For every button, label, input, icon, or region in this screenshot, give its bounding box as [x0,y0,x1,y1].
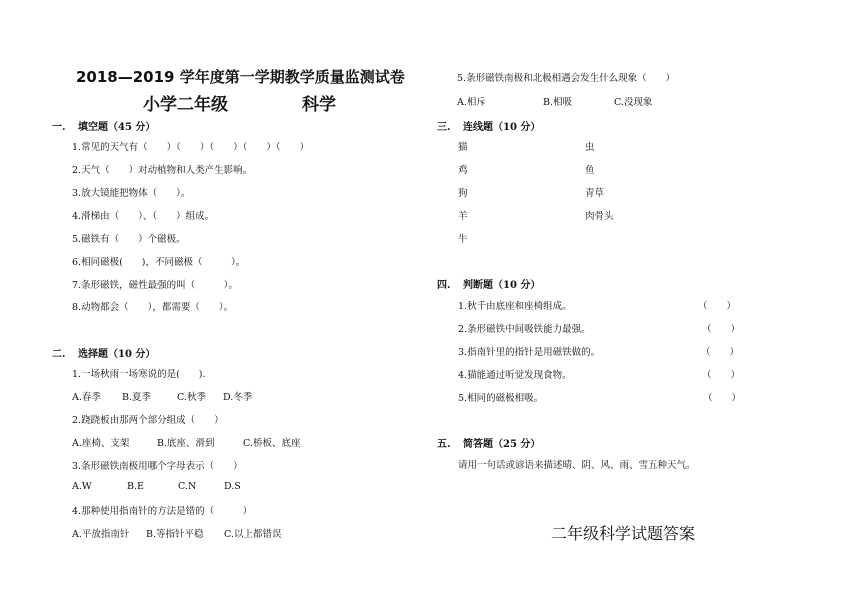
choice-option: A.春季 [72,392,101,403]
fill-item-5: 5.磁铁有（ ）个磁极。 [72,234,186,245]
match-left-item: 猫 [458,142,468,153]
fill-item-4: 4.滑梯由（ ）、（ ）组成。 [72,211,215,222]
choice-question-2: 2.跷跷板由那两个部分组成（ ） [72,415,224,426]
match-right-item: 青草 [585,188,605,199]
judge-blank: （ ） [698,301,737,312]
choice-option: B.夏季 [122,392,152,403]
section1-number: 一. [52,122,66,133]
match-left-item: 牛 [458,234,468,245]
match-right-item: 虫 [585,142,595,153]
judge-item: 3.指南针里的指针是用磁铁做的。 [458,347,601,358]
choice-question-5: 5.条形磁铁南极和北极相遇会发生什么现象（ ） [457,73,676,84]
choice-option: B.底座、滑到 [157,438,215,449]
section3-number: 三. [437,122,451,133]
choice-option: A.座椅、支架 [72,438,130,449]
match-left-item: 羊 [458,211,468,222]
choice-option: A.平放指南针 [72,529,130,540]
choice-option: A.W [72,481,92,492]
judge-item: 4.猫能通过听觉发现食物。 [458,370,572,381]
judge-blank: （ ） [702,370,741,381]
judge-blank: （ ） [702,324,741,335]
judge-blank: （ ） [701,347,740,358]
section5-title: 简答题（25 分） [463,439,541,450]
match-left-item: 鸡 [458,165,468,176]
section5-number: 五. [437,439,451,450]
fill-item-1: 1.常见的天气有（ ）（ ）（ ）（ ）（ ） [72,142,310,153]
judge-item: 1.秋千由底座和座椅组成。 [458,301,572,312]
section3-title: 连线题（10 分） [463,122,541,133]
grade-label: 小学二年级 [143,95,228,115]
choice-question-4: 4.那种使用指南针的方法是错的（ ） [72,506,253,517]
fill-item-6: 6.相同磁极( )，不同磁极（ ）。 [72,257,246,268]
choice-option: B.等指针平稳 [146,529,204,540]
choice-option: C.以上都错误 [224,529,282,540]
fill-item-3: 3.放大镜能把物体（ ）。 [72,188,191,199]
judge-blank: （ ） [703,393,742,404]
choice-option: C.桥板、底座 [243,438,301,449]
section4-title: 判断题（10 分） [463,280,541,291]
answer-key-title: 二年级科学试题答案 [551,524,696,543]
section2-number: 二. [52,349,66,360]
judge-item: 2.条形磁铁中间吸铁能力最强。 [458,324,591,335]
fill-item-2: 2.天气（ ）对动植物和人类产生影响。 [72,165,253,176]
choice-option: C.N [178,481,197,492]
choice-option: B.E [127,481,144,492]
choice-question-3: 3.条形磁铁南极用哪个字母表示（ ） [72,461,243,472]
judge-item: 5.相同的磁极相吸。 [458,393,544,404]
short-answer-prompt: 请用一句话或谚语来描述晴、阴、风、雨、雪五种天气。 [458,460,696,471]
section1-title: 填空题（45 分） [78,122,156,133]
match-right-item: 肉骨头 [585,211,614,222]
choice-option: C.没现象 [614,97,653,108]
match-right-item: 鱼 [585,165,595,176]
section4-number: 四. [437,280,451,291]
choice-option: D.S [224,481,241,492]
section2-title: 选择题（10 分） [78,349,156,360]
choice-option: D.冬季 [223,392,253,403]
choice-option: A.相斥 [457,97,486,108]
fill-item-7: 7.条形磁铁，磁性最强的叫（ ）。 [72,280,238,291]
choice-option: C.秋季 [177,392,206,403]
fill-item-8: 8.动物都会（ ），都需要（ ）。 [72,302,234,313]
exam-title: 2018—2019 学年度第一学期教学质量监测试卷 [76,68,405,86]
choice-question-1: 1.一场秋雨一场寒说的是( ). [72,369,206,380]
subject-label: 科学 [302,95,336,115]
choice-option: B.相吸 [543,97,573,108]
match-left-item: 狗 [458,188,468,199]
